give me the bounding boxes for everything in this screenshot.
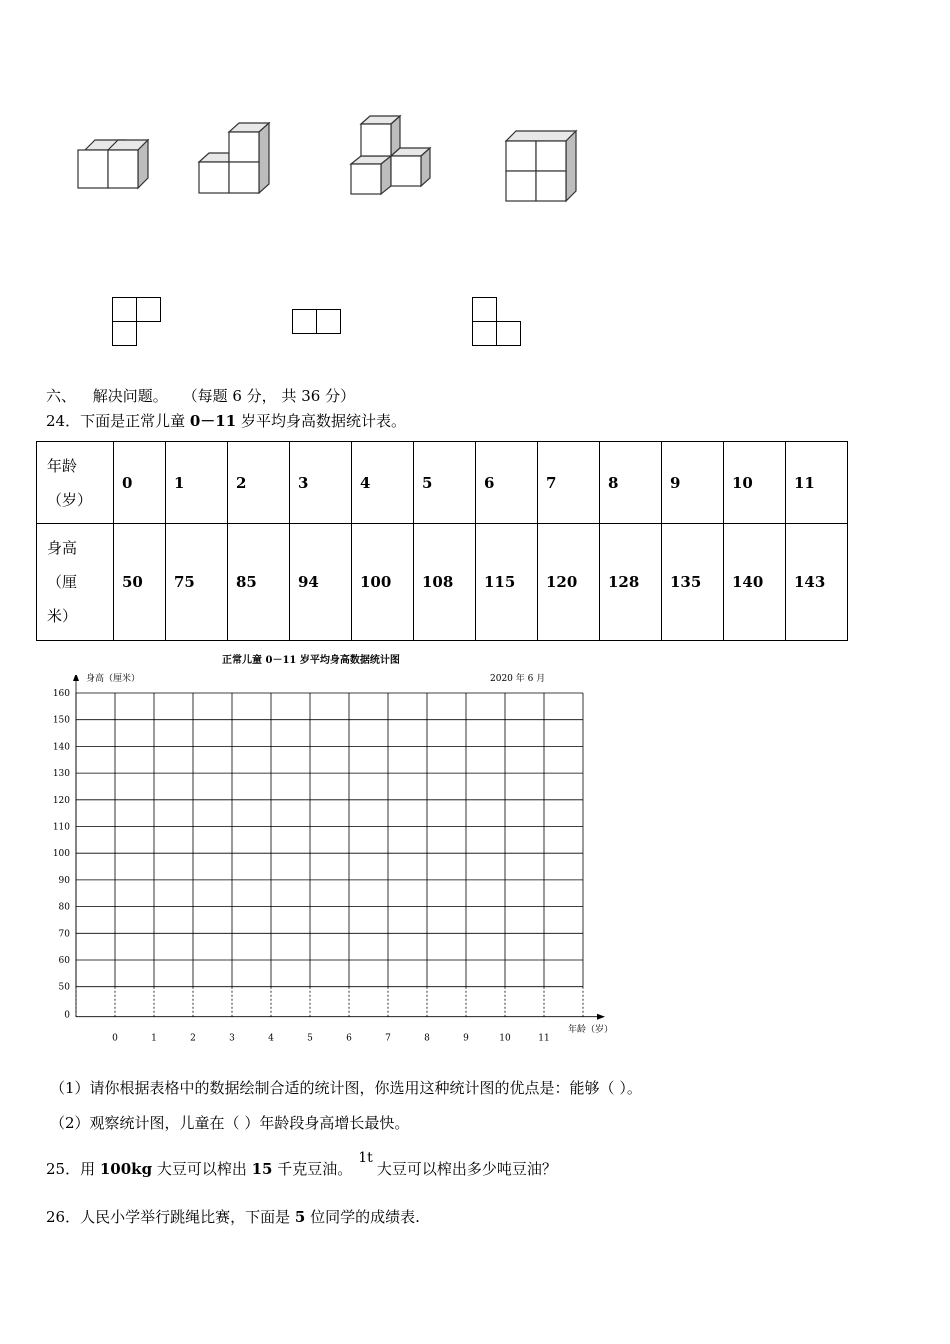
table-cell: 135 (662, 524, 724, 641)
x-tick-label: 2 (190, 1033, 196, 1044)
view-shape-3 (471, 296, 523, 348)
x-tick-label: 8 (424, 1033, 430, 1044)
table-cell: 3 (290, 442, 352, 524)
x-axis-arrow (597, 1014, 605, 1020)
table-cell: 4 (352, 442, 414, 524)
x-tick-label: 11 (538, 1033, 550, 1044)
y-tick-label: 90 (58, 875, 70, 886)
cube-figure-2 (197, 122, 273, 194)
section-title: 解决问题。 (92, 387, 168, 405)
table-cell: 85 (228, 524, 290, 641)
x-tick-label: 0 (112, 1033, 118, 1044)
question-24: 24．下面是正常儿童 0－11 岁平均身高数据统计表。 (46, 412, 406, 430)
x-tick-label: 7 (385, 1033, 391, 1044)
question-25: 25．用 100kg 大豆可以榨出 15 千克豆油。1t大豆可以榨出多少吨豆油？ (46, 1150, 557, 1178)
x-tick-label: 10 (499, 1033, 511, 1044)
table-cell: 94 (290, 524, 352, 641)
x-tick-label: 5 (307, 1033, 313, 1044)
chart-y-label: 身高（厘米） (86, 674, 141, 684)
y-tick-label: 140 (52, 742, 70, 753)
x-tick-label: 9 (463, 1033, 469, 1044)
height-chart[interactable] (40, 675, 630, 1045)
y-tick-label: 110 (52, 822, 70, 833)
y-tick-label: 130 (52, 769, 70, 780)
section-number: 六、 (46, 387, 77, 405)
cube-figure-3 (348, 114, 434, 198)
y-tick-label: 160 (52, 689, 70, 699)
x-tick-label: 1 (151, 1033, 157, 1044)
view-shape-1 (111, 296, 163, 348)
table-cell: 11 (786, 442, 848, 524)
y-tick-label: 0 (64, 1010, 70, 1021)
x-tick-label: 4 (268, 1033, 274, 1044)
chart-title: 正常儿童 0－11 岁平均身高数据统计图 (222, 655, 400, 666)
height-table (36, 441, 848, 641)
table-cell: 140 (724, 524, 786, 641)
table-cell: 108 (414, 524, 476, 641)
x-tick-label: 3 (229, 1033, 235, 1044)
y-tick-label: 100 (52, 849, 70, 860)
table-cell: 1 (166, 442, 228, 524)
table-cell: 120 (538, 524, 600, 641)
table-cell: 8 (600, 442, 662, 524)
question-24-2: （2）观察统计图，儿童在（ ）年龄段身高增长最快。 (50, 1114, 410, 1132)
section-score-note: （每题 6 分， 共 36 分） (182, 387, 356, 405)
age-header: 年龄 （岁） (37, 442, 114, 524)
x-tick-label: 6 (346, 1033, 352, 1044)
table-cell: 115 (476, 524, 538, 641)
table-cell: 9 (662, 442, 724, 524)
y-axis-arrow (73, 675, 79, 681)
table-cell: 10 (724, 442, 786, 524)
table-row-age (37, 442, 848, 524)
table-cell: 2 (228, 442, 290, 524)
chart-date: 2020 年 6 月 (490, 674, 546, 684)
y-tick-label: 80 (58, 902, 70, 913)
table-cell: 7 (538, 442, 600, 524)
section-heading (46, 385, 355, 406)
table-cell: 128 (600, 524, 662, 641)
view-shape-2 (291, 308, 343, 336)
question-24-1: （1）请你根据表格中的数据绘制合适的统计图，你选用这种统计图的优点是：能够（ ）。 (50, 1079, 642, 1097)
table-cell: 100 (352, 524, 414, 641)
y-tick-label: 120 (52, 795, 70, 806)
y-tick-label: 60 (58, 956, 70, 966)
cube-figure-4 (503, 129, 579, 203)
cube-figure-1 (75, 138, 151, 192)
y-tick-label: 50 (58, 982, 70, 993)
y-tick-label: 150 (52, 715, 70, 726)
y-tick-label: 70 (58, 929, 70, 940)
table-row-height (37, 524, 848, 641)
table-cell: 0 (114, 442, 166, 524)
table-cell: 50 (114, 524, 166, 641)
table-cell: 75 (166, 524, 228, 641)
table-cell: 143 (786, 524, 848, 641)
unit-1t: 1t (358, 1150, 373, 1166)
question-26: 26．人民小学举行跳绳比赛，下面是 5 位同学的成绩表. (46, 1208, 420, 1226)
height-header: 身高 （厘 米） (37, 524, 114, 641)
chart-x-label: 年龄（岁） (568, 1025, 614, 1035)
table-cell: 5 (414, 442, 476, 524)
table-cell: 6 (476, 442, 538, 524)
